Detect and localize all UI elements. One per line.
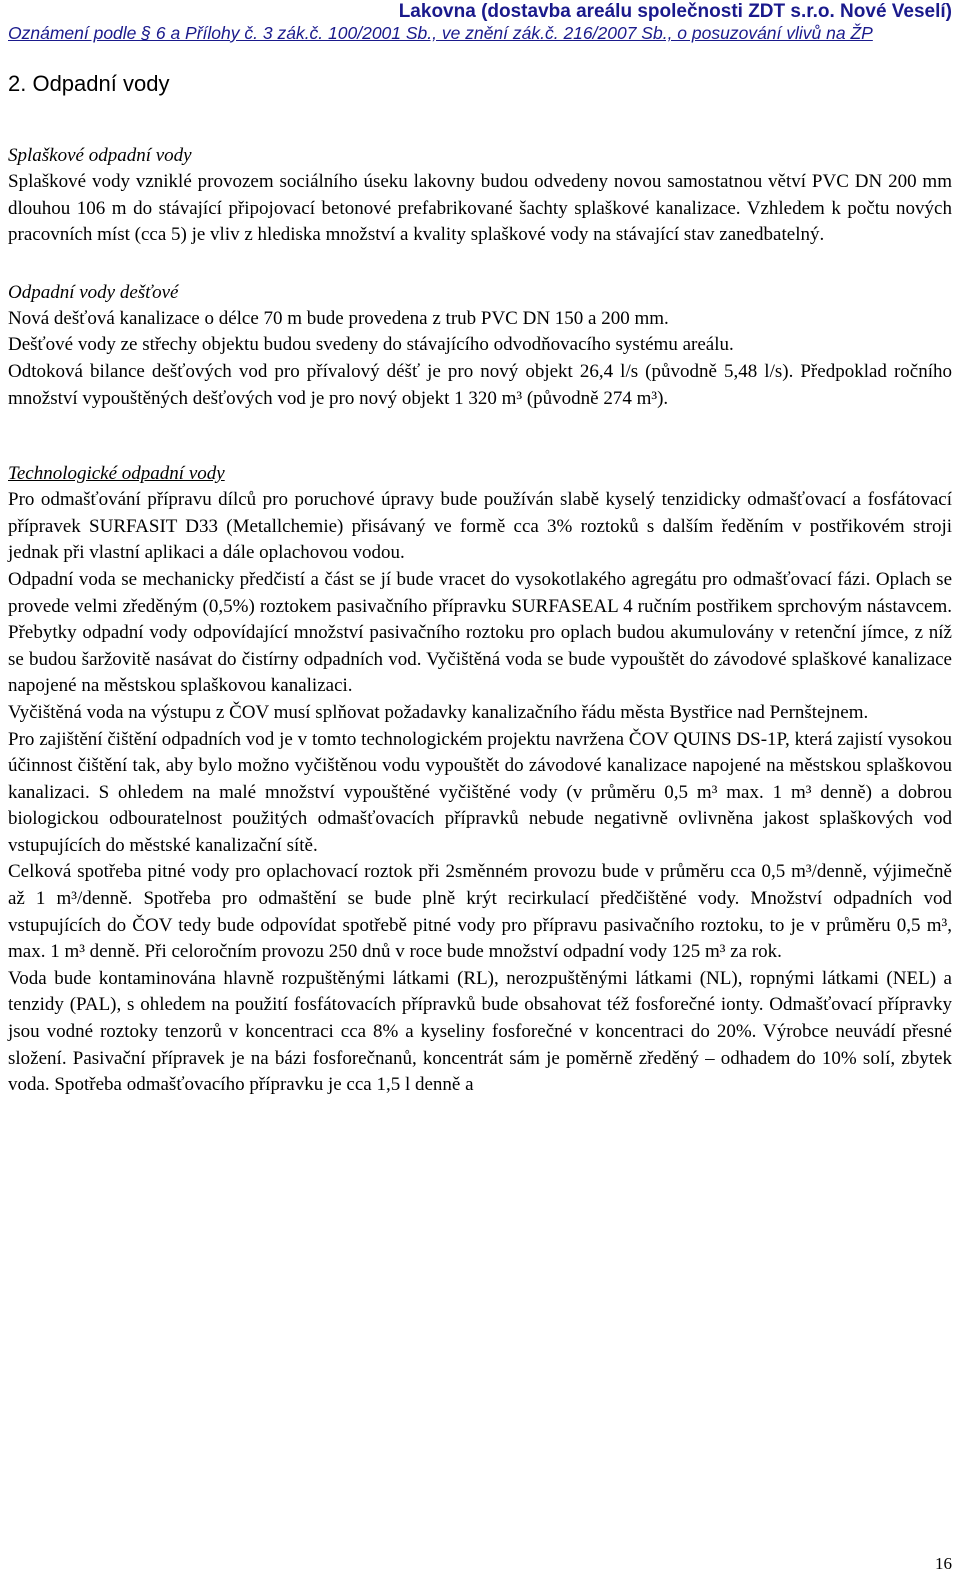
section-title: 2. Odpadní vody bbox=[8, 71, 170, 96]
sewage-heading: Splaškové odpadní vody bbox=[8, 145, 192, 166]
header-project-title: Lakovna (dostavba areálu společnosti ZDT s.r.o. Nové Veselí) bbox=[398, 1, 952, 22]
tech-heading: Technologické odpadní vody bbox=[8, 463, 225, 485]
tech-paragraph-5: Celková spotřeba pitné vody pro oplachovací roztok při 2směnném provozu bude v průměru cca 0,5 m³/denně, výjimečně až 1 m³/denně. Spotřeba pro odmaštění se bude plně krýt recirkulací předčištěné vody. Množství odpadních vod vstupujících do ČOV tedy bude odpovídat spotřebě pitné vody pro přípravu pasivačního roztoku, to je v průměru 0,5 m³, max. 1 m³ denně. Při celoročním provozu 250 dnů v roce bude množství odpadní vody 125 m³ za rok. bbox=[8, 861, 952, 963]
rain-paragraph-3: Odtoková bilance dešťových vod pro přívalový déšť je pro nový objekt 26,4 l/s (původně 5,48 l/s). Předpoklad ročního množství vypouštěných dešťových vod je pro nový objekt 1 320 m³ (původně 274 m³). bbox=[8, 360, 952, 409]
tech-paragraph-2: Odpadní voda se mechanicky předčistí a část se jí bude vracet do vysokotlakého agregátu pro odmašťovací fázi. Oplach se provede velmi zředěným (0,5%) roztokem pasivačního přípravku SURFASEAL 4 ručním postřikem sprchovým nástavcem. Přebytky odpadní vody odpovídající množství pasivačního roztoku pro oplach budou akumulovány v retenční jímce, z níž se budou šaržovitě nasávat do čistírny odpadních vod. Vyčištěná voda se bude vypouštět do závodové splaškové kanalizace napojené na městskou splaškovou kanalizaci. bbox=[8, 568, 952, 697]
rain-paragraph-1: Nová dešťová kanalizace o délce 70 m bude provedena z trub PVC DN 150 a 200 mm. bbox=[8, 307, 669, 329]
tech-paragraph-1: Pro odmašťování přípravu dílců pro poruchové úpravy bude používán slabě kyselý tenzidicky odmašťovací a fosfátovací přípravek SURFASIT D33 (Metallchemie) přisávaný ve formě cca 3% roztoků s dalším ředěním v postřikovém stroji jednak při vlastní aplikaci a dále oplachovou vodou. bbox=[8, 489, 952, 564]
page-number: 16 bbox=[935, 1554, 952, 1573]
document-body bbox=[8, 66, 952, 1099]
tech-paragraph-4: Pro zajištění čištění odpadních vod je v tomto technologickém projektu navržena ČOV QUINS DS-1P, která zajistí vysokou účinnost čištění tak, aby bylo možno vyčištěnou vodu vypouštět do závodové kanalizace napojené na městskou splaškovou kanalizaci. S ohledem na malé množství vypouštěné vyčištěné vody (v průměru 0,5 m³ max. 1 m³ denně) a dobrou biologickou odbouratelnost použitých odmašťovacích přípravků nebude negativně ovlivněna jakost splaškových vod vstupujících do městské kanalizační sítě. bbox=[8, 728, 952, 856]
tech-paragraph-6: Voda bude kontaminována hlavně rozpuštěnými látkami (RL), nerozpuštěnými látkami (NL), ropnými látkami (NEL) a tenzidy (PAL), s ohledem na použití fosfátovacích přípravků bude obsahovat též fosforečné ionty. Odmašťovací přípravky jsou vodné roztoky tenzorů v koncentraci cca 8% a kyseliny fosforečné v koncentraci do 20%. Výrobce neuvádí přesné složení. Pasivační přípravek je na bázi fosforečnanů, koncentrát sám je poměrně zředěný – odhadem do 10% solí, zbytek voda. Spotřeba odmašťovacího přípravku je cca 1,5 l denně a bbox=[8, 967, 952, 1096]
tech-paragraph-3: Vyčištěná voda na výstupu z ČOV musí splňovat požadavky kanalizačního řádu města Bystřice nad Pernštejnem. bbox=[8, 701, 869, 723]
rain-heading: Odpadní vody dešťové bbox=[8, 281, 179, 303]
header-legal-reference: Oznámení podle § 6 a Přílohy č. 3 zák.č. 100/2001 Sb., ve znění zák.č. 216/2007 Sb., o posuzování vlivů na ŽP bbox=[8, 23, 873, 43]
rain-section bbox=[8, 280, 952, 412]
sewage-section bbox=[8, 143, 952, 249]
sewage-paragraph: Splaškové vody vzniklé provozem sociálního úseku lakovny budou odvedeny novou samostatnou větví PVC DN 200 mm dlouhou 106 m do stávající připojovací betonové prefabrikované šachty splaškové kanalizace. Vzhledem k počtu nových pracovních míst (cca 5) je vliv z hlediska množství a kvality splaškové vody na stávající stav zanedbatelný. bbox=[8, 171, 952, 246]
tech-section bbox=[8, 461, 952, 1099]
rain-paragraph-2: Dešťové vody ze střechy objektu budou svedeny do stávajícího odvodňovacího systému areálu. bbox=[8, 334, 734, 356]
